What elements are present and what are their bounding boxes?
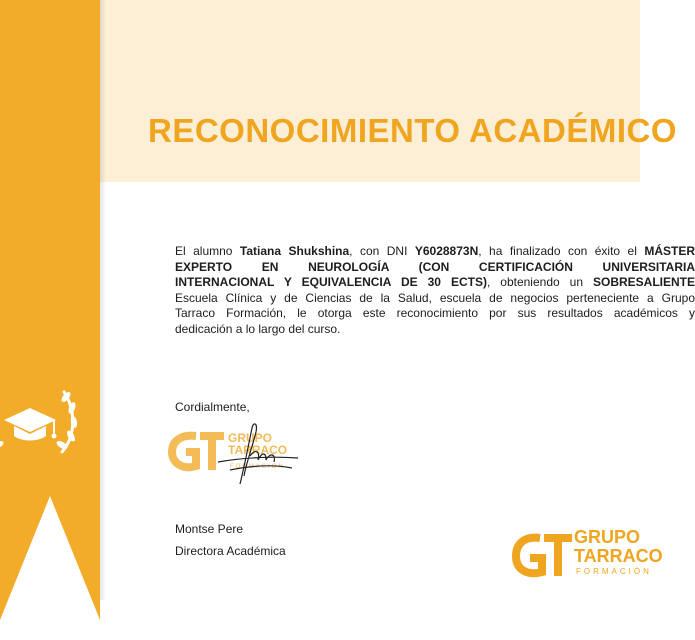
body-line-5: Tarraco Formación, le otorga este reconocimiento por sus resultados académicos y (175, 306, 695, 320)
closing-text: Cordialmente, (175, 400, 250, 414)
ribbon-banner (0, 0, 100, 620)
course-name: EXPERTO EN NEUROLOGÍA (CON CERTIFICACIÓN UNIVERSITARIA (175, 259, 695, 274)
logo-subtext: FORMACIÓN (576, 567, 652, 576)
body-line-4: Escuela Clínica y de Ciencias de la Salud, escuela de negocios perteneciente a Grupo (175, 290, 695, 305)
course-type: MÁSTER (644, 244, 695, 258)
body-line-1: El alumno Tatiana Shukshina, con DNI Y6028873N, ha finalizado con éxito el MÁSTER (175, 244, 695, 258)
logo-mark (512, 530, 574, 580)
watermark-logo-text: GRUPO TARRACO (228, 431, 288, 457)
certificate-body (175, 244, 695, 337)
student-dni: Y6028873N (414, 244, 479, 258)
course-certification: INTERNACIONAL Y EQUIVALENCIA DE 30 ECTS) (175, 275, 487, 289)
company-logo (512, 526, 663, 582)
signer-role: Directora Académica (175, 544, 286, 558)
body-line-2 (175, 260, 695, 276)
logo-text: GRUPO TARRACO (574, 527, 663, 566)
student-name: Tatiana Shukshina (239, 244, 350, 258)
body-line-3: INTERNACIONAL Y EQUIVALENCIA DE 30 ECTS), obteniendo un SOBRESALIENTE (175, 275, 695, 289)
signer-name: Montse Pere (175, 522, 244, 536)
body-line-6: dedicación a lo largo del curso. (175, 321, 341, 336)
watermark-logo-subtext: FORMACIÓN (230, 464, 285, 470)
graduation-cap-icon (0, 370, 82, 474)
handwritten-signature (200, 418, 300, 488)
grade: SOBRESALIENTE (592, 275, 695, 289)
ribbon-shadow (100, 0, 106, 600)
certificate-title: RECONOCIMIENTO ACADÉMICO (148, 112, 678, 149)
signature-area (170, 418, 320, 488)
